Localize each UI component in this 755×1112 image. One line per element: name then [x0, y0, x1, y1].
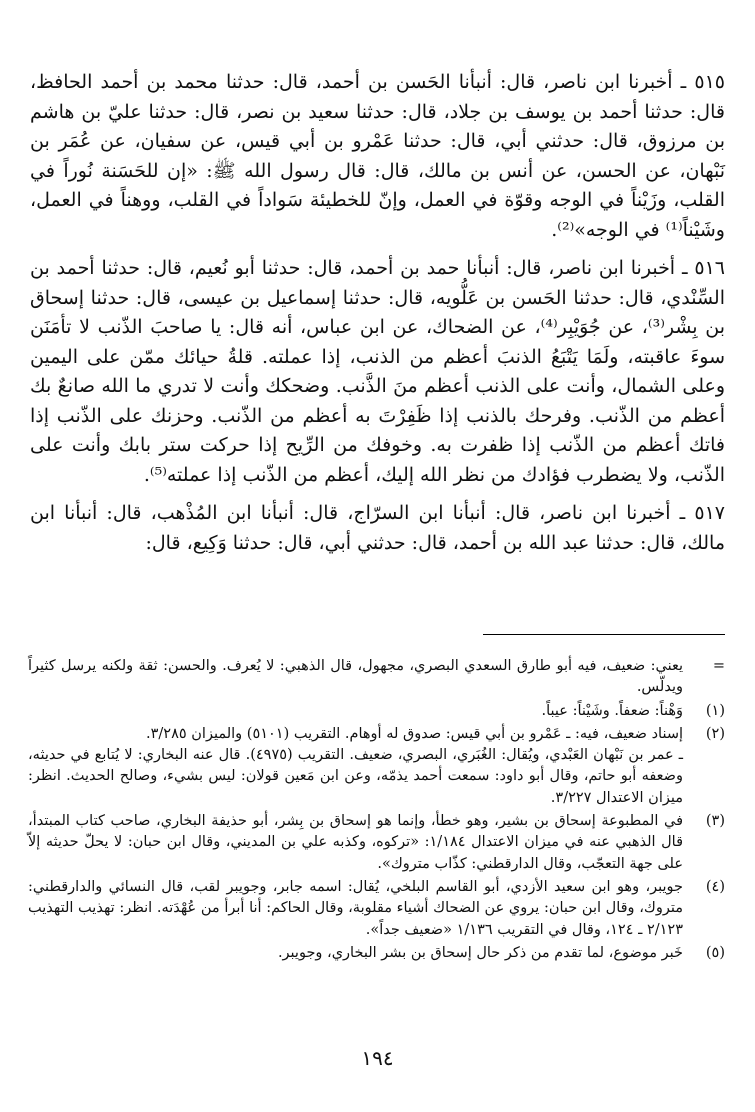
footnote-continued — [28, 656, 725, 699]
hadith-516: ٥١٦ ـ أخبرنا ابن ناصر، قال: أنبأنا حمد بن أحمد، قال: حدثنا أبو نُعيم، قال: حدثنا أحمد بن السِّنْدي، قال: حدثنا الحَسن بن عَلُّويه، قال: حدثنا إسماعيل بن عيسى، قال: حدثنا إسحاق بن بِشْر⁽³⁾، عن جُوَيْبِر⁽⁴⁾، عن الضحاك، عن ابن عباس، أنه قال: يا صاحبَ الذّنب لا تأمَنَن سوءَ عاقبته، ولَمَا يَتْبَعُ الذنبَ أعظم من الذنب، إذا عملته. قلةُ حيائك ممّن على اليمين وعلى الشمال، وأنت على الذنب أعظم منَ الذَّنب. وضحكك وأنت لا تدري ما الله صانعٌ بك أعظم من الذّنب. وفرحك بالذنب إذا ظَفِرْتَ به أعظم من الذّنب. وحزنك على الذّنب إذا فاتك أعظم من الذّنب إذا ظفرت به. وخوفك من الرِّيح إذا حركت ستر بابك وأنت على الذّنب، ولا يضطرب فؤادك من نظر الله إليك، أعظم من الذّنب إذا عملته⁽⁵⁾. — [30, 257, 725, 486]
footnote-text: خَبر موضوع، لما تقدم من ذكر حال إسحاق بن بشر البخاري، وجويبر. — [277, 944, 683, 961]
footnote-text: وَهْناً: ضعفاً. وشَيْناً: عيباً. — [541, 702, 683, 719]
footnote-text: إسناد ضعيف، فيه: ـ عَمْرو بن أبي قيس: صدوق له أوهام. التقريب (٥١٠١) والميزان ٣/٢٨٥. — [146, 725, 683, 742]
footnote-text: في المطبوعة إسحاق بن بشير، وهو خطأ، وإنما هو إسحاق بن بِشر، أبو حذيفة البخاري، صاحب كتاب المبتدأ، قال الذهبي عنه في ميزان الاعتدال ١/١٨٤: «تركوه، وكذبه علي بن المديني، وقال ابن حبان: لا يحلّ حديثه إلاّ على جهة التعجّب، وقال الدارقطني: كذّاب متروك». — [28, 813, 684, 872]
footnote-number: (٤) — [705, 878, 725, 895]
main-text — [30, 68, 725, 567]
footnotes — [28, 656, 725, 966]
footnote-number: (١) — [705, 702, 725, 719]
footnote-3 — [28, 811, 725, 875]
footnote-1 — [28, 701, 725, 722]
hadith-515: ٥١٥ ـ أخبرنا ابن ناصر، قال: أنبأنا الحَسن بن أحمد، قال: حدثنا محمد بن أحمد الحافظ، قال: حدثنا أحمد بن يوسف بن جلاد، قال: حدثنا سعيد بن نصر، قال: حدثنا عليّ بن هاشم بن مرزوق، قال: حدثني أبي، قال: حدثنا عَمْرو بن أبي قيس، عن سفيان، عن عُمَر بن نَبْهان، عن الحسن، عن أنس بن مالك، قال: قال رسول الله ﷺ: «إن للحَسَنة نُوراً في القلب، وزَيْناً في الوجه وقوّة في العمل، وإنّ للخطيئة سَواداً في القلب، ووهناً في العمل، وشَيْناً⁽¹⁾ في الوجه»⁽²⁾. — [30, 71, 725, 241]
footnote-number: = — [712, 658, 725, 674]
footnote-2 — [28, 724, 725, 809]
footnote-body — [28, 724, 683, 809]
footnote-number: (٢) — [705, 725, 725, 742]
hadith-517: ٥١٧ ـ أخبرنا ابن ناصر، قال: أنبأنا ابن السرّاج، قال: أنبأنا ابن المُذْهب، قال: أنبأنا ابن مالك، قال: حدثنا عبد الله بن أحمد، قال: حدثني أبي، قال: حدثنا وَكِيع، قال: — [30, 502, 725, 554]
footnote-text: يعني: ضعيف، فيه أبو طارق السعدي البصري، مجهول، قال الذهبي: لا يُعرف. والحسن: ثقة ولكنه يرسل كثيراً ويدلّس. — [28, 658, 683, 696]
footnote-5 — [28, 943, 725, 964]
footnote-text-continued: ـ عمر بن نَبْهان العَبْدي، ويُقال: الغُبَري، البصري، ضعيف. التقريب (٤٩٧٥). قال عنه البخاري: لا يُتابع في حديثه، وضعفه أبو حاتم، وقال أبو داود: سمعت أحمد يذمّه، وعن ابن مَعين قولان: ليس بشيء، وصالح الحديث. انظر: ميزان الاعتدال ٣/٢٢٧. — [28, 747, 683, 806]
footnote-separator — [483, 634, 725, 635]
page-number: ١٩٤ — [361, 1046, 394, 1070]
footnote-number: (٣) — [705, 813, 725, 830]
footnote-4 — [28, 877, 725, 941]
footnote-text: جويبر، وهو ابن سعيد الأزدي، أبو القاسم البلخي، يُقال: اسمه جابر، وجويبر لقب، قال النسائي والدارقطني: متروك، وقال ابن حبان: يروي عن الضحاك أشياء مقلوبة، وقال الحاكم: أنا أبرأ من عُهْدَته. انظر: تهذيب التهذيب ٢/١٢٣ ـ ١٢٤، وقال في التقريب ١/١٣٦ «ضعيف جداً». — [28, 878, 683, 938]
footnote-number: (٥) — [705, 944, 725, 961]
